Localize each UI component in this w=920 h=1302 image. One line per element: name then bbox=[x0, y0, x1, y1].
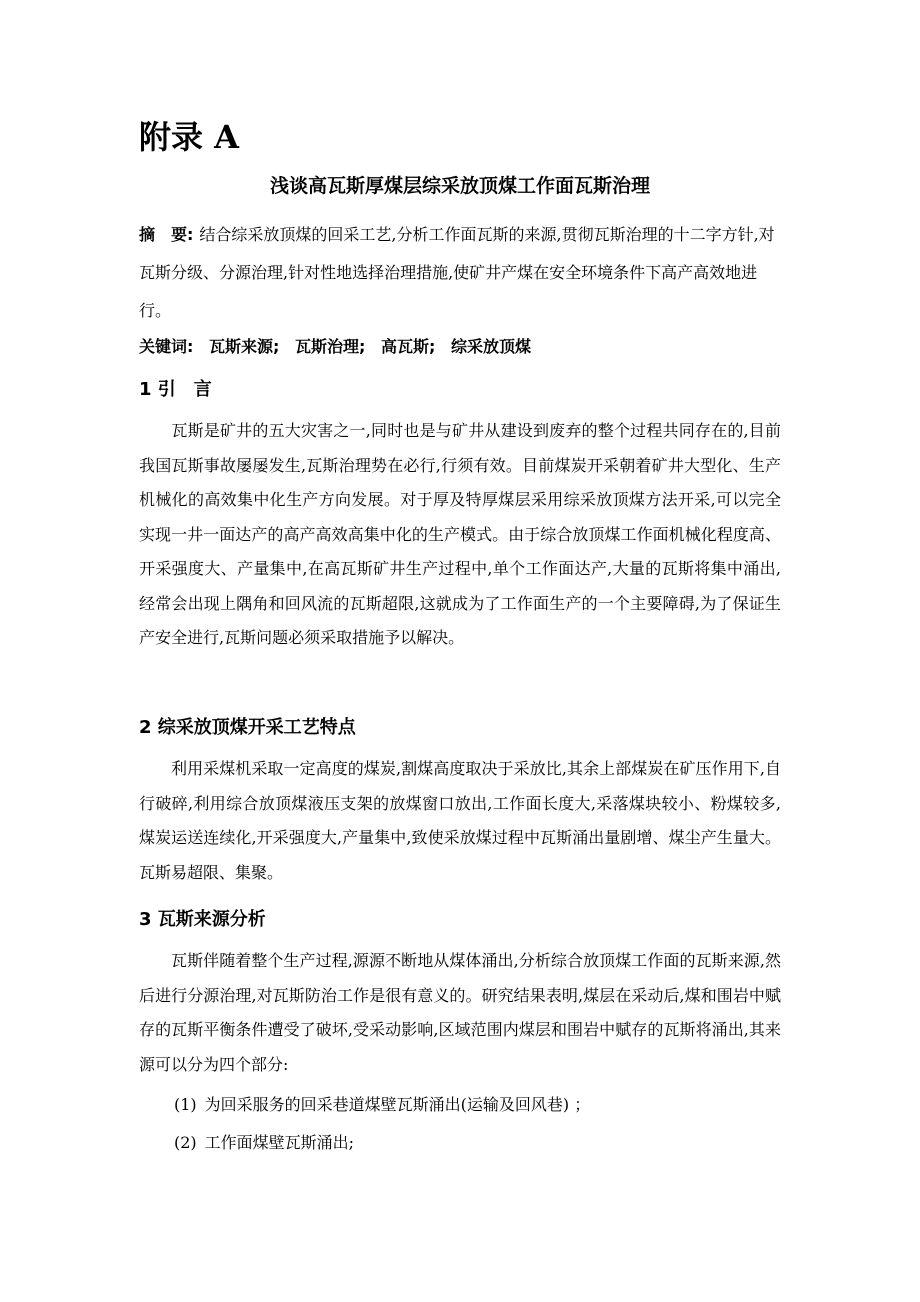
list-number: (1) bbox=[174, 1095, 197, 1114]
body-paragraph: 瓦斯是矿井的五大灾害之一,同时也是与矿井从建设到废弃的整个过程共同存在的,目前我国瓦斯事故屡屡发生,瓦斯治理势在必行,行须有效。目前煤炭开采朝着矿井大型化、生产机械化的高效集中化生产方向发展。对于厚及特厚煤层采用综采放顶煤方法开采,可以完全实现一井一面达产的高产高效高集中化的生产模式。由于综合放顶煤工作面机械化程度高、开采强度大、产量集中,在高瓦斯矿井生产过程中,单个工作面达产,大量的瓦斯将集中涌出,经常会出现上隅角和回风流的瓦斯超限,这就成为了工作面生产的一个主要障碍,为了保证生产安全进行,瓦斯问题必须采取措施予以解决。 bbox=[139, 421, 781, 647]
abstract bbox=[139, 216, 781, 330]
keywords bbox=[139, 332, 781, 362]
list-text: 为回采服务的回采巷道煤壁瓦斯涌出(运输及回风巷) ； bbox=[204, 1095, 591, 1114]
section-heading: 1 引 言 bbox=[139, 379, 212, 400]
keyword-item: 综采放顶煤 bbox=[450, 337, 531, 356]
abstract-label: 摘 要: bbox=[139, 225, 194, 244]
list-item bbox=[174, 1090, 781, 1120]
appendix-title: 附录 A bbox=[139, 118, 239, 156]
section-heading: 3 瓦斯来源分析 bbox=[139, 909, 266, 930]
keyword-item: 瓦斯治理; bbox=[294, 337, 366, 356]
list-number: (2) bbox=[174, 1133, 197, 1152]
keyword-item: 高瓦斯; bbox=[380, 337, 436, 356]
keywords-label: 关键词: bbox=[139, 337, 194, 356]
body-paragraph: 瓦斯伴随着整个生产过程,源源不断地从煤体涌出,分析综合放顶煤工作面的瓦斯来源,然后进行分源治理,对瓦斯防治工作是很有意义的。研究结果表明,煤层在采动后,煤和围岩中赋存的瓦斯平衡条件遭受了破坏,受采动影响,区域范围内煤层和围岩中赋存的瓦斯将涌出,其来源可以分为四个部分: bbox=[139, 951, 781, 1074]
section-heading: 2 综采放顶煤开采工艺特点 bbox=[139, 717, 356, 738]
keyword-item: 瓦斯来源; bbox=[208, 337, 280, 356]
body-paragraph: 利用采煤机采取一定高度的煤炭,割煤高度取决于采放比,其余上部煤炭在矿压作用下,自行破碎,利用综合放顶煤液压支架的放煤窗口放出,工作面长度大,采落煤块较小、粉煤较多,煤炭运送连续化,开采强度大,产量集中,致使采放煤过程中瓦斯涌出量剧增、煤尘产生量大。瓦斯易超限、集聚。 bbox=[139, 759, 781, 882]
list-item bbox=[174, 1128, 781, 1158]
abstract-text: 结合综采放顶煤的回采工艺,分析工作面瓦斯的来源,贯彻瓦斯治理的十二字方针,对瓦斯分级、分源治理,针对性地选择治理措施,使矿井产煤在安全环境条件下高产高效地进行。 bbox=[139, 225, 775, 320]
paper-title: 浅谈高瓦斯厚煤层综采放顶煤工作面瓦斯治理 bbox=[269, 175, 650, 197]
list-text: 工作面煤壁瓦斯涌出; bbox=[204, 1133, 355, 1152]
